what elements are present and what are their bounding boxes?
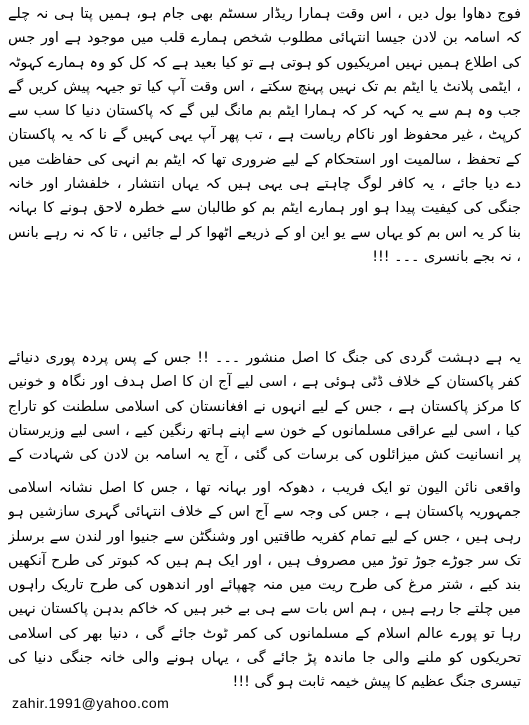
author-email: zahir.1991@yahoo.com: [12, 695, 170, 711]
article-paragraph-3: واقعی نائن الیون تو ایک فریب ، دھوکہ اور بہانہ تھا ، جس کا اصل نشانہ اسلامی جمہوریہ پاکستان ہے ، جس کی وجہ سے آج اس کے خلاف انتہائی گہری سازشیں ہو رہی ہیں ، جس کے لیے تمام کفریہ طاقتیں اور وشنگٹن سے جنیوا اور لندن سے برسلز تک سر جوڑے جوڑ توڑ میں مصروف ہیں ، اور ایک ہم ہیں کہ کبوتر کی طرح آنکھیں بند کیے ، شتر مرغ کی طرح ریت میں منہ چھپائے اور اندھوں کی طرح تاریک راہوں میں چلتے جا رہے ہیں ، ہم اس بات سے ہی بے خبر ہیں کہ خاکم بدہن پاکستان نہیں رہا تو پورے عالم اسلام کے مسلمانوں کی کمر ٹوٹ جائے گی ، دنیا بھر کی اسلامی تحریکوں کو ملنے والی جا ماندہ پڑ جائے گی ، یہاں ہونے والی خانہ جنگی دنیا کی تیسری جنگ عظیم کا پیش خیمہ ثابت ہو گی !!!: [8, 480, 521, 691]
article-paragraph-2: یہ ہے دہشت گردی کی جنگ کا اصل منشور ۔۔۔ !! جس کے پس پردہ پوری دنیائے کفر پاکستان کے خلاف ڈٹی ہوئی ہے ، اسی لیے آج ان کا اصل ہدف اور نگاہ و خونیں کا مرکز پاکستان ہے ، جس کے لیے انہوں نے افغانستان کی اسلامی سلطنت کو تاراج کیا ، اسی لیے عراقی مسلمانوں کے خون سے اپنے ہاتھ رنگین کیے ، اسی لیے وزیرستان پر انسانیت کش میزائلوں کی برسات کی گئی ، آج یہ اسامہ بن لادن کی شہادت کے: [8, 350, 521, 464]
article-paragraph-1: فوج دھاوا بول دیں ، اس وقت ہمارا ریڈار سسٹم بھی جام ہو، ہمیں پتا ہی نہ چلے کہ اسامہ بن لادن جیسا انتہائی مطلوب شخص ہمارے قلب میں موجود ہے اور جس کی اطلاع ہمیں نہیں امریکیوں کو ہوتی ہے تو کیا بعید ہے کہ کل کو وہ ہمارے کہوٹہ ، ایٹمی پلانٹ یا ایٹم بم تک نہیں پہنچ سکتے ، اس وقت آپ کیا تو جیہہ پیش کریں گے جب وہ ہم سے یہ کہہ کر کہ ہمارا ایٹم بم مانگ لیں گے کہ پاکستان دنیا کا سب سے کرپٹ ، غیر محفوظ اور ناکام ریاست ہے ، تب پھر آپ یہی کہیں گے نا کہ یہ پاکستان کے تحفظ ، سالمیت اور استحکام کے لیے ضروری تھا کہ ایٹم بم انہی کی حفاظت میں دے دیا جائے ، یہ کافر لوگ چاہتے ہی یہی ہیں کہ یہاں انتشار ، خلفشار اور خانہ جنگی کی کیفیت پیدا ہو اور ہمارے ایٹم بم کو طالبان سے خطرہ لاحق ہونے کا بہانہ بنا کر یہ اس بم کو یہاں سے یو این او کے ذریعے اٹھوا کر لے جائیں ، تا کہ نہ رہے بانس ، نہ بجے بانسری ۔۔۔ !!!: [8, 6, 521, 265]
